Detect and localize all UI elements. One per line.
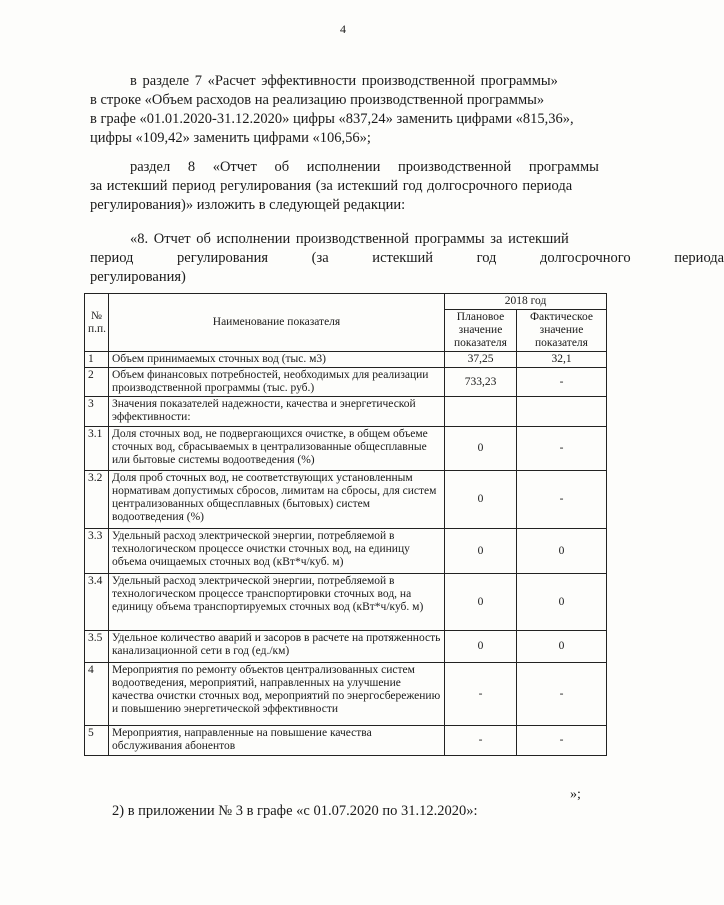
page-number: 4	[340, 22, 346, 36]
row-plan-value: -	[445, 726, 517, 756]
table-row	[85, 726, 607, 756]
row-number: 3.4	[85, 574, 109, 631]
report-table	[84, 293, 607, 756]
row-fact-value: -	[517, 368, 607, 397]
closing-quote: »;	[570, 787, 581, 802]
text-line: в строке «Объем расходов на реализацию производственной программы»	[90, 92, 545, 108]
row-name: Объем принимаемых сточных вод (тыс. м3)	[109, 352, 445, 368]
text-line: раздел 8 «Отчет об исполнении производственной программы	[130, 159, 599, 175]
text-line: «8. Отчет об исполнении производственной программы за истекший	[130, 231, 569, 247]
row-number: 2	[85, 368, 109, 397]
row-number: 5	[85, 726, 109, 756]
row-number: 3	[85, 397, 109, 427]
table-row	[85, 427, 607, 471]
row-fact-value: -	[517, 427, 607, 471]
row-fact-value: 0	[517, 529, 607, 574]
row-fact-value: -	[517, 663, 607, 726]
col-name-header: Наименование показателя	[109, 294, 445, 352]
table-header-row	[85, 294, 607, 310]
table-row	[85, 663, 607, 726]
table-row	[85, 471, 607, 529]
row-number: 4	[85, 663, 109, 726]
row-fact-value: 32,1	[517, 352, 607, 368]
row-plan-value	[445, 397, 517, 427]
row-plan-value: 0	[445, 471, 517, 529]
row-plan-value: 0	[445, 529, 517, 574]
row-number: 3.5	[85, 631, 109, 663]
row-fact-value: 0	[517, 631, 607, 663]
row-number: 3.2	[85, 471, 109, 529]
row-name: Доля сточных вод, не подвергающихся очистке, в общем объеме сточных вод, сбрасываемых в централизованные общесплавные или бытовые системы водоотведения (%)	[109, 427, 445, 471]
col-year-header: 2018 год	[445, 294, 607, 310]
row-name: Удельное количество аварий и засоров в расчете на протяженность канализационной сети в год (ед./км)	[109, 631, 445, 663]
col-fact-header: Фактическое значение показателя	[517, 310, 607, 352]
row-number: 3.3	[85, 529, 109, 574]
paragraph-report-title	[90, 230, 724, 287]
row-number: 1	[85, 352, 109, 368]
table-row	[85, 352, 607, 368]
row-plan-value: 0	[445, 631, 517, 663]
paragraph-section-7	[90, 72, 602, 148]
paragraph-appendix-3: 2) в приложении № 3 в графе «с 01.07.2020 по 31.12.2020»:	[112, 803, 478, 819]
row-plan-value: 0	[445, 427, 517, 471]
col-number-header: № п.п.	[85, 294, 109, 352]
row-plan-value: 0	[445, 574, 517, 631]
paragraph-section-8	[90, 158, 602, 215]
row-plan-value: 37,25	[445, 352, 517, 368]
row-name: Мероприятия по ремонту объектов централизованных систем водоотведения, мероприятий, направленных на улучшение качества очистки сточных вод, мероприятий по энергосбережению и повышению энергетической эффективности	[109, 663, 445, 726]
row-fact-value: -	[517, 726, 607, 756]
row-fact-value: 0	[517, 574, 607, 631]
text-line: за истекший период регулирования (за истекший год долгосрочного периода	[90, 178, 573, 194]
text-line: в графе «01.01.2020-31.12.2020» цифры «837,24» заменить цифрами «815,36»,	[90, 111, 574, 127]
text-line: цифры «109,42» заменить цифрами «106,56»;	[90, 130, 371, 146]
row-name: Мероприятия, направленные на повышение качества обслуживания абонентов	[109, 726, 445, 756]
text-line: регулирования)	[90, 269, 186, 285]
table-row	[85, 631, 607, 663]
row-name: Удельный расход электрической энергии, потребляемой в технологическом процессе транспортировки сточных вод, на единицу объема транспортируемых сточных вод (кВт*ч/куб. м)	[109, 574, 445, 631]
row-plan-value: -	[445, 663, 517, 726]
text-line: период регулирования (за истекший год долгосрочного периода	[90, 250, 724, 266]
text-line: регулирования)» изложить в следующей редакции:	[90, 197, 406, 213]
table-row	[85, 368, 607, 397]
row-plan-value: 733,23	[445, 368, 517, 397]
row-name: Удельный расход электрической энергии, потребляемой в технологическом процессе очистки сточных вод, на единицу объема очищаемых сточных вод (кВт*ч/куб. м)	[109, 529, 445, 574]
text-line: в разделе 7 «Расчет эффективности производственной программы»	[130, 73, 558, 89]
table-row	[85, 397, 607, 427]
row-fact-value: -	[517, 471, 607, 529]
row-number: 3.1	[85, 427, 109, 471]
row-name: Доля проб сточных вод, не соответствующих установленным нормативам допустимых сбросов, лимитам на сбросы, для систем централизованных общесплавных (бытовых) систем водоотведения (%)	[109, 471, 445, 529]
table-row	[85, 529, 607, 574]
row-name: Значения показателей надежности, качества и энергетической эффективности:	[109, 397, 445, 427]
table-row	[85, 574, 607, 631]
row-fact-value	[517, 397, 607, 427]
row-name: Объем финансовых потребностей, необходимых для реализации производственной программы (тыс. руб.)	[109, 368, 445, 397]
col-plan-header: Плановое значение показателя	[445, 310, 517, 352]
